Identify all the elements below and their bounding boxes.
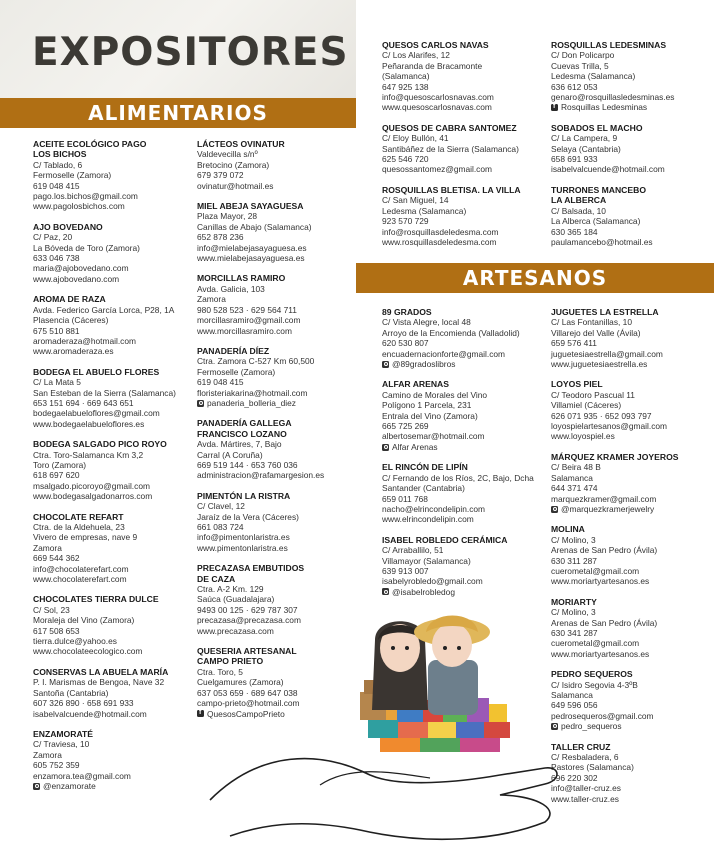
exhibitor-detail: 630 365 184 [551, 226, 598, 237]
exhibitor-name: CAMPO PRIETO [197, 656, 264, 667]
exhibitor-pimenton-la-ristra [197, 491, 357, 553]
exhibitor-website-link[interactable]: www.aromaderaza.es [33, 346, 114, 357]
exhibitor-chocolate-refart [33, 512, 198, 585]
exhibitor-detail: Santoña (Cantabria) [33, 687, 109, 698]
exhibitor-detail: C/ La Mata 5 [33, 377, 81, 388]
exhibitor-email-link[interactable]: precazasa@precazasa.com [197, 615, 301, 626]
exhibitor-ajo-bovedano [33, 222, 198, 284]
exhibitor-email-link[interactable]: msalgado.picoroyo@gmail.com [33, 480, 150, 491]
exhibitor-panaderia-diez [197, 346, 357, 408]
exhibitor-detail: Avda. Galicia, 103 [197, 283, 265, 294]
exhibitor-detail: Moraleja del Vino (Zamora) [33, 615, 135, 626]
exhibitor-detail: 675 510 881 [33, 325, 80, 336]
exhibitor-detail: 653 151 694 · 669 643 651 [33, 397, 134, 408]
exhibitor-name: QUESOS CARLOS NAVAS [382, 40, 489, 50]
exhibitor-detail: Selaya (Cantabria) [551, 143, 621, 154]
exhibitor-email-link[interactable]: isabelyrobledo@gmail.com [382, 576, 483, 587]
exhibitor-turrones-mancebo-la-alberca [551, 185, 711, 247]
exhibitor-name: ROSQUILLAS LEDESMINAS [551, 40, 667, 50]
exhibitor-detail: Plaza Mayor, 28 [197, 211, 258, 222]
exhibitor-rosquillas-ledesminas [551, 40, 711, 113]
social-handle-text: Rosquillas Ledesminas [561, 102, 648, 113]
exhibitor-website-link[interactable]: www.pimentonlaristra.es [197, 542, 288, 553]
section-band-artesanos: ARTESANOS [356, 263, 714, 293]
instagram-icon [197, 400, 204, 407]
exhibitor-detail: Santander (Cantabria) [382, 483, 465, 494]
exhibitor-detail: C/ Vista Alegre, local 48 [382, 317, 471, 328]
exhibitor-name: LOYOS PIEL [551, 379, 603, 390]
exhibitor-name: LOS BICHOS [33, 149, 87, 160]
exhibitor-website-link[interactable]: www.chocolateecologico.com [33, 646, 143, 657]
exhibitor-detail: C/ Tablado, 6 [33, 159, 83, 170]
exhibitor-detail: 665 725 269 [382, 421, 429, 432]
exhibitor-detail: Zamora [33, 749, 62, 760]
exhibitor-detail: 630 311 287 [551, 555, 597, 566]
exhibitor-aroma-de-raza [33, 294, 198, 356]
exhibitor-detail: Ctra. Zamora C-527 Km 60,500 [197, 356, 315, 367]
exhibitor-detail: 9493 00 125 · 629 787 307 [197, 604, 298, 615]
exhibitor-name: PEDRO SEQUEROS [551, 669, 633, 680]
exhibitor-detail: Villarejo del Valle (Ávila) [551, 327, 641, 338]
exhibitor-name: LÁCTEOS OVINATUR [197, 139, 285, 149]
exhibitor-detail: Peñaranda de Bracamonte [382, 60, 483, 71]
exhibitor-detail: Arenas de San Pedro (Ávila) [551, 617, 658, 628]
exhibitor-email-link[interactable]: info@taller-cruz.es [551, 783, 621, 794]
exhibitor-detail: Vivero de empresas, nave 9 [33, 532, 138, 543]
exhibitor-name: ACEITE ECOLÓGICO PAGO [33, 139, 147, 149]
exhibitor-website-link[interactable]: www.elrincondelipin.com [382, 514, 474, 525]
social-handle-text: @marquezkramerjewelry [561, 503, 655, 514]
exhibitor-website-link[interactable]: www.bodegasalgadonarros.com [33, 491, 153, 502]
exhibitor-website-link[interactable]: www.bodegaelabueloflores.es [33, 418, 145, 429]
exhibitor-email-link[interactable]: albertosemar@hotmail.com [382, 431, 485, 442]
exhibitor-email-link[interactable]: cuerometal@gmail.com [551, 565, 640, 576]
exhibitor-email-link[interactable]: pago.los.bichos@gmail.com [33, 191, 138, 202]
instagram-handle[interactable] [197, 398, 357, 408]
exhibitor-detail: C/ Isidro Segovia 4-3ºB [551, 679, 638, 690]
exhibitor-detail: P. I. Marismas de Bengoa, Nave 32 [33, 677, 165, 688]
exhibitor-email-link[interactable]: morcillasramiro@gmail.com [197, 315, 301, 326]
exhibitor-detail: 659 576 411 [551, 338, 597, 349]
exhibitor-detail: C/ Resbaladera, 6 [551, 752, 619, 763]
exhibitor-email-link[interactable]: floristeriakarina@hotmail.com [197, 387, 308, 398]
exhibitor-email-link[interactable]: enzamora.tea@gmail.com [33, 770, 131, 781]
exhibitor-bodega-salgado-pico-royo [33, 439, 198, 501]
exhibitor-detail: 647 925 138 [382, 81, 429, 92]
exhibitor-detail: Cuevas Trilla, 5 [551, 60, 609, 71]
exhibitor-detail: C/ Traviesa, 10 [33, 739, 90, 750]
exhibitor-detail: Toro (Zamora) [33, 459, 87, 470]
exhibitor-bodega-el-abuelo-flores [33, 367, 198, 429]
social-handle-text: @89gradoslibros [392, 359, 456, 370]
exhibitor-quesos-de-cabra-santomez [382, 123, 552, 175]
exhibitor-detail: Bretocino (Zamora) [197, 159, 270, 170]
social-handle-text: panaderia_bolleria_diez [207, 397, 296, 408]
exhibitor-email-link[interactable]: aromaderaza@hotmail.com [33, 335, 136, 346]
exhibitor-quesos-carlos-navas [382, 40, 552, 113]
exhibitor-miel-abeja-sayaguesa [197, 201, 357, 263]
exhibitor-website-link[interactable]: www.quesoscarlosnavas.com [382, 102, 492, 113]
exhibitor-name: CHOCOLATE REFART [33, 511, 124, 522]
exhibitor-detail: 669 544 362 [33, 553, 80, 564]
exhibitor-detail: C/ Paz, 20 [33, 232, 73, 243]
exhibitor-detail: Villamayor (Salamanca) [382, 555, 471, 566]
instagram-icon [382, 444, 389, 451]
exhibitor-molina [551, 524, 711, 586]
exhibitor-detail: Cuelgamures (Zamora) [197, 677, 284, 688]
exhibitor-name: BODEGA SALGADO PICO ROYO [33, 439, 167, 450]
exhibitor-email-link[interactable]: ovinatur@hotmail.es [197, 180, 274, 191]
exhibitor-morcillas-ramiro [197, 273, 357, 335]
exhibitor-detail: 669 519 144 · 653 760 036 [197, 459, 298, 470]
exhibitor-name: ENZAMORATÉ [33, 728, 93, 739]
exhibitor-name: CHOCOLATES TIERRA DULCE [33, 594, 159, 605]
exhibitor-name: PANADERÍA GALLEGA [197, 418, 292, 429]
exhibitor-detail: Plasencia (Cáceres) [33, 315, 109, 326]
exhibitor-detail: C/ Eloy Bullón, 41 [382, 133, 449, 144]
exhibitor-enzamorate [33, 729, 198, 791]
exhibitor-detail: Avda. Mártires, 7, Bajo [197, 439, 282, 450]
exhibitor-detail: 679 379 072 [197, 170, 244, 181]
exhibitor-detail: Avda. Federico García Lorca, P28, 1A [33, 304, 175, 315]
exhibitor-detail: C/ Balsada, 10 [551, 205, 606, 216]
exhibitor-name: TALLER CRUZ [551, 741, 611, 752]
exhibitor-name: DE CAZA [197, 573, 236, 584]
exhibitor-website-link[interactable]: www.ajobovedano.com [33, 273, 120, 284]
instagram-handle[interactable] [382, 442, 552, 452]
exhibitor-detail: 619 048 415 [197, 377, 244, 388]
exhibitor-email-link[interactable]: info@mielabejasayaguesa.es [197, 242, 307, 253]
exhibitor-detail: Villamiel (Cáceres) [551, 400, 622, 411]
exhibitor-alfar-arenas [382, 379, 552, 452]
exhibitor-email-link[interactable]: quesossantomez@gmail.com [382, 164, 492, 175]
exhibitor-detail: Ctra. Toro-Salamanca Km 3,2 [33, 449, 144, 460]
exhibitor-email-link[interactable]: campo-prieto@hotmail.com [197, 698, 300, 709]
exhibitor-detail: C/ Beira 48 B [551, 462, 601, 473]
exhibitor-email-link[interactable]: info@pimentonlaristra.es [197, 532, 290, 543]
social-handle-text: QuesosCampoPrieto [207, 708, 285, 719]
exhibitor-email-link[interactable]: pedrosequeros@gmail.com [551, 710, 654, 721]
exhibitor-detail: 625 546 720 [382, 154, 429, 165]
exhibitor-el-rincon-de-lipin [382, 462, 552, 524]
instagram-icon [33, 783, 40, 790]
exhibitor-detail: 923 570 729 [382, 216, 429, 227]
column-alimentarios-3 [382, 40, 552, 257]
exhibitor-name: MORIARTY [551, 596, 597, 607]
exhibitor-detail: 636 612 053 [551, 81, 598, 92]
exhibitor-email-link[interactable]: cuerometal@gmail.com [551, 638, 640, 649]
instagram-icon [382, 361, 389, 368]
exhibitor-detail: 605 752 359 [33, 760, 80, 771]
exhibitor-detail: La Bóveda de Toro (Zamora) [33, 242, 140, 253]
exhibitor-name: ROSQUILLAS BLETISA. LA VILLA [382, 184, 521, 195]
exhibitor-detail: Arroyo de la Encomienda (Valladolid) [382, 327, 520, 338]
exhibitor-website-link[interactable]: www.moriartyartesanos.es [551, 576, 650, 587]
hand-outline [210, 759, 557, 840]
exhibitor-name: MÁRQUEZ KRAMER JOYEROS [551, 451, 679, 462]
exhibitor-panaderia-gallega-francisco-lozano [197, 418, 357, 480]
column-alimentarios-4 [551, 40, 711, 257]
exhibitor-detail: 633 046 738 [33, 253, 80, 264]
exhibitor-detail: Pastores (Salamanca) [551, 762, 634, 773]
exhibitor-email-link[interactable]: administracion@rafamargesion.es [197, 470, 325, 481]
exhibitor-name: PANADERÍA DÍEZ [197, 345, 270, 356]
exhibitor-name: LA ALBERCA [551, 195, 607, 206]
instagram-handle[interactable] [33, 781, 198, 791]
exhibitor-detail: 619 048 415 [33, 180, 80, 191]
exhibitor-name: FRANCISCO LOZANO [197, 428, 287, 439]
exhibitor-detail: Arenas de San Pedro (Ávila) [551, 545, 658, 556]
instagram-icon [382, 588, 389, 595]
exhibitor-website-link[interactable]: www.pagolosbichos.com [33, 201, 125, 212]
exhibitor-name: ALFAR ARENAS [382, 379, 449, 390]
exhibitor-detail: Zamora [197, 294, 226, 305]
exhibitor-website-link[interactable]: www.juguetesiaestrella.es [551, 359, 648, 370]
exhibitor-detail: C/ Clavel, 12 [197, 501, 245, 512]
exhibitor-detail: C/ Fernando de los Ríos, 2C, Bajo, Dcha [382, 472, 534, 483]
exhibitor-website-link[interactable]: www.loyospiel.es [551, 431, 615, 442]
exhibitor-detail: C/ Molino, 3 [551, 607, 596, 618]
exhibitor-name: TURRONES MANCEBO [551, 184, 647, 195]
exhibitor-name: PIMENTÓN LA RISTRA [197, 490, 291, 501]
exhibitor-detail: 630 341 287 [551, 627, 598, 638]
exhibitor-website-link[interactable]: www.moriartyartesanos.es [551, 648, 650, 659]
exhibitor-detail: Ctra. Toro, 5 [197, 666, 243, 677]
exhibitor-loyos-piel [551, 379, 711, 441]
exhibitor-detail: Ctra. de la Aldehuela, 23 [33, 522, 125, 532]
exhibitor-website-link[interactable]: www.chocolaterefart.com [33, 574, 127, 585]
exhibitor-detail: 658 691 933 [551, 154, 598, 165]
exhibitor-name: MORCILLAS RAMIRO [197, 273, 286, 284]
exhibitor-rosquillas-bletisa-la-villa [382, 185, 552, 247]
exhibitor-detail: 607 326 890 · 658 691 933 [33, 698, 134, 709]
exhibitor-juguetes-la-estrella [551, 307, 711, 369]
exhibitor-detail: C/ Sol, 23 [33, 604, 70, 615]
exhibitor-detail: Ctra. A-2 Km. 129 [197, 584, 264, 595]
page-title: EXPOSITORES [32, 30, 349, 75]
exhibitor-name: MOLINA [551, 524, 585, 535]
exhibitor-email-link[interactable]: bodegaelabueloflores@gmail.com [33, 408, 160, 419]
exhibitor-email-link[interactable]: maria@ajobovedano.com [33, 263, 129, 274]
exhibitor-detail: 637 053 659 · 689 647 038 [197, 687, 298, 698]
exhibitor-website-link[interactable]: www.taller-cruz.es [551, 793, 619, 804]
exhibitor-email-link[interactable]: marquezkramer@gmail.com [551, 493, 657, 504]
exhibitor-email-link[interactable]: info@rosquillasdeledesma.com [382, 226, 499, 237]
exhibitor-chocolates-tierra-dulce [33, 594, 198, 656]
exhibitor-detail: 617 508 653 [33, 625, 80, 636]
instagram-icon [551, 506, 558, 513]
exhibitor-detail: 649 596 056 [551, 700, 598, 711]
exhibitor-detail: San Esteban de la Sierra (Salamanca) [33, 387, 176, 398]
facebook-page[interactable] [551, 102, 711, 112]
exhibitor-detail: Jaraíz de la Vera (Cáceres) [197, 511, 299, 522]
exhibitor-detail: Salamanca [551, 690, 593, 700]
exhibitor-detail: C/ Don Policarpo [551, 50, 615, 61]
instagram-handle[interactable] [551, 504, 711, 514]
exhibitor-name: CONSERVAS LA ABUELA MARÍA [33, 666, 169, 677]
exhibitor-detail: 661 083 724 [197, 522, 244, 532]
exhibitor-website-link[interactable]: www.morcillasramiro.com [197, 325, 292, 336]
exhibitor-name: SOBADOS EL MACHO [551, 122, 643, 133]
exhibitor-detail: (Salamanca) [382, 71, 430, 82]
exhibitor-detail: C/ Arraballilo, 51 [382, 545, 444, 556]
exhibitor-detail: 618 697 620 [33, 470, 80, 481]
instagram-handle[interactable] [382, 587, 552, 597]
exhibitor-detail: C/ San Miguel, 14 [382, 195, 449, 206]
exhibitor-name: JUGUETES LA ESTRELLA [551, 307, 659, 317]
exhibitor-detail: 626 071 935 · 652 093 797 [551, 410, 652, 421]
exhibitor-detail: 644 371 474 [551, 483, 598, 494]
exhibitor-detail: Saúca (Guadalajara) [197, 594, 275, 605]
exhibitor-detail: Zamora [33, 542, 62, 553]
exhibitor-email-link[interactable]: tierra.dulce@yahoo.es [33, 636, 117, 647]
figurines-illustration [200, 600, 714, 846]
exhibitor-detail: La Alberca (Salamanca) [551, 216, 641, 227]
exhibitor-name: 89 GRADOS [382, 307, 432, 317]
exhibitor-name: AROMA DE RAZA [33, 294, 106, 305]
exhibitor-email-link[interactable]: genaro@rosquillasledesminas.es [551, 92, 675, 103]
social-handle-text: @enzamorate [43, 780, 96, 791]
exhibitor-email-link[interactable]: nacho@elrincondelipin.com [382, 503, 486, 514]
exhibitor-name: BODEGA EL ABUELO FLORES [33, 366, 160, 377]
exhibitor-email-link[interactable]: isabelvalcuende@hotmail.com [551, 164, 665, 175]
exhibitor-89-grados [382, 307, 552, 369]
social-handle-text: @isabelrobledog [392, 586, 455, 597]
exhibitor-detail: Polígono 1 Parcela, 231 [382, 400, 472, 411]
exhibitor-website-link[interactable]: www.mielabejasayaguesa.es [197, 253, 305, 264]
exhibitor-detail: Canillas de Abajo (Salamanca) [197, 221, 312, 232]
exhibitor-detail: 659 011 768 [382, 493, 428, 504]
exhibitor-sobados-el-macho [551, 123, 711, 175]
exhibitor-detail: 639 913 007 [382, 565, 429, 576]
exhibitor-detail: C/ La Campera, 9 [551, 133, 618, 144]
exhibitor-name: PRECAZASA EMBUTIDOS [197, 563, 305, 574]
exhibitor-email-link[interactable]: paulamancebo@hotmail.es [551, 236, 653, 247]
social-handle-text: Alfar Arenas [392, 441, 438, 452]
social-handle-text: pedro_sequeros [561, 721, 622, 732]
exhibitor-email-link[interactable]: encuadernacionforte@gmail.com [382, 348, 506, 359]
exhibitor-detail: Santibáñez de la Sierra (Salamanca) [382, 143, 519, 154]
exhibitor-detail: Camino de Morales del Vino [382, 389, 488, 400]
instagram-handle[interactable] [382, 359, 552, 369]
exhibitor-name: EL RINCÓN DE LIPÍN [382, 462, 468, 473]
exhibitor-email-link[interactable]: juguetesiaestrella@gmail.com [551, 348, 663, 359]
exhibitor-name: AJO BOVEDANO [33, 221, 103, 232]
exhibitor-detail: 980 528 523 · 629 564 711 [197, 304, 297, 315]
exhibitor-isabel-robledo-ceramica [382, 535, 552, 597]
exhibitor-detail: C/ Molino, 3 [551, 534, 596, 545]
exhibitor-marquez-kramer-joyeros [551, 452, 711, 514]
exhibitor-email-link[interactable]: info@chocolaterefart.com [33, 563, 129, 574]
exhibitor-email-link[interactable]: isabelvalcuende@hotmail.com [33, 708, 147, 719]
exhibitor-lacteos-ovinatur [197, 139, 357, 191]
exhibitor-detail: C/ Los Alarifes, 12 [382, 50, 450, 61]
exhibitor-detail: Ledesma (Salamanca) [382, 205, 467, 216]
exhibitor-detail: Ledesma (Salamanca) [551, 71, 636, 82]
exhibitor-detail: 652 878 236 [197, 232, 244, 243]
section-band-alimentarios: ALIMENTARIOS [0, 98, 356, 128]
exhibitor-name: QUESERIA ARTESANAL [197, 646, 297, 657]
exhibitor-detail: Carral (A Coruña) [197, 449, 263, 460]
exhibitor-name: MIEL ABEJA SAYAGUESA [197, 201, 304, 212]
exhibitor-website-link[interactable]: www.rosquillasdeledesma.com [382, 236, 497, 247]
facebook-icon [551, 104, 558, 111]
exhibitor-detail: Fermoselle (Zamora) [197, 366, 276, 377]
exhibitor-detail: 696 220 302 [551, 772, 598, 783]
exhibitor-detail: C/ Teodoro Pascual 11 [551, 389, 635, 400]
exhibitor-aceite-ecologico-pago-los-bichos [33, 139, 198, 212]
column-alimentarios-1 [33, 139, 198, 801]
exhibitor-name: QUESOS DE CABRA SANTOMEZ [382, 122, 517, 133]
exhibitor-name: ISABEL ROBLEDO CERÁMICA [382, 534, 508, 545]
column-artesanos-1 [382, 307, 552, 607]
exhibitor-detail: C/ Las Fontanillas, 10 [551, 317, 633, 328]
exhibitor-website-link[interactable]: www.precazasa.com [197, 625, 274, 636]
exhibitor-detail: Entrala del Vino (Zamora) [382, 410, 478, 421]
exhibitor-conservas-la-abuela-maria [33, 667, 198, 719]
exhibitor-email-link[interactable]: info@quesoscarlosnavas.com [382, 92, 494, 103]
exhibitor-detail: 620 530 807 [382, 338, 429, 349]
exhibitor-detail: Salamanca [551, 472, 593, 483]
exhibitor-email-link[interactable]: loyospielartesanos@gmail.com [551, 421, 668, 432]
exhibitor-detail: Valdevecilla s/nº [197, 149, 258, 160]
exhibitor-detail: Fermoselle (Zamora) [33, 170, 112, 181]
